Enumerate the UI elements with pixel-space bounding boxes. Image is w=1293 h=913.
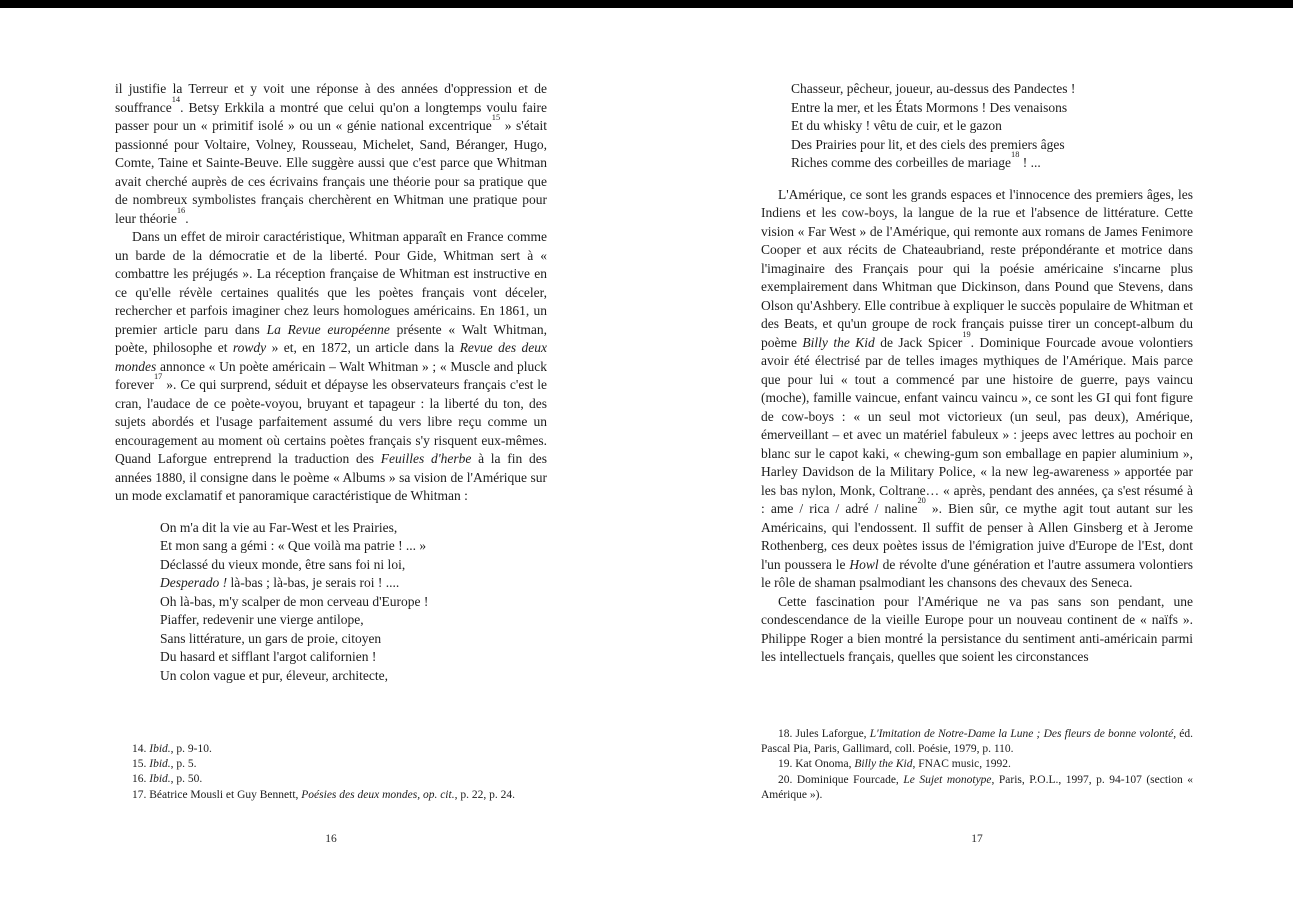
text-run: , p. 5. (170, 758, 197, 771)
text-run: ». Bien sûr, ce mythe agit tout autant sur les Américains, qui l'endossent. Il suffit de penser à Allen Ginsberg et à Jerome Rothenberg, ces deux poètes issus de l'émigration juive d'Europe de l'Est, dont l'un poussera le (761, 501, 1193, 572)
text-run: » s'était passionné pour Voltaire, Volney, Rousseau, Michelet, Sand, Béranger, Hugo, Comte, Taine et Sainte-Beuve. Elle suggère aussi que c'est parce que Whitman avait cherché auprès de ces écrivains français une théorie pour sa pratique que de nombreux symbolistes français cherchèrent en Whitman une pratique pour leur théorie (115, 118, 547, 226)
paragraph (115, 228, 547, 506)
poem-block (791, 80, 1193, 173)
text-run: 16. (132, 773, 150, 786)
footnote-reference: 20 (917, 496, 926, 506)
text-run: Sans littérature, un gars de proie, citoyen (160, 630, 382, 646)
text-run: annonce « Un poète américain – Walt Whitman » ; « Muscle and pluck forever (115, 358, 547, 392)
footnote (761, 773, 1193, 803)
text-run: Chasseur, pêcheur, joueur, au-dessus des Pandectes ! (791, 81, 1076, 96)
text-run: rowdy (232, 340, 267, 355)
text-run: . (185, 210, 189, 226)
text-run: 19. Kat Onoma, (778, 758, 855, 771)
text-run: Desperado ! (160, 575, 228, 590)
text-run: Le Sujet monotype (903, 773, 992, 786)
page-left-footnotes (115, 742, 547, 803)
text-run: ! ... (1019, 155, 1041, 170)
footnote-reference: 19 (962, 329, 971, 339)
text-run: Howl (849, 556, 879, 572)
text-run: Dans un effet de miroir caractéristique, Whitman apparaît en France comme un barde de la démocratie et de la liberté. Pour Gide, Whitman sert à « combattre les préjugés ». La réception française de Whitman est instructive en ce qu'elle révèle certaines qualités que les poètes français vont déceler, rechercher et parfois imaginer chez leurs homologues américains. En 1861, un premier article paru dans (115, 229, 547, 337)
poem-line (160, 630, 547, 649)
poem-line (160, 556, 547, 575)
page-right-body (761, 80, 1193, 667)
text-run: , FNAC music, 1992. (912, 758, 1011, 771)
text-run: présente « Walt Whitman, poète, philosophe et (115, 321, 548, 355)
poem-line (791, 136, 1193, 155)
text-run: Entre la mer, et les États Mormons ! Des venaisons (791, 99, 1068, 115)
text-run: , p. 9-10. (170, 743, 212, 755)
page-number-right: 17 (971, 833, 983, 845)
text-run: Revue des deux mondes (115, 340, 547, 374)
poem-line (160, 537, 547, 556)
text-run: L'Amérique, ce sont les grands espaces et l'innocence des premiers âges, les Indiens et les cow-boys, la langue de la rue et l'absence de littérature. Cette vision « Far West » de l'Amérique, qui remonte aux romans de James Fenimore Cooper et aux récits de Chateaubriand, reste prépondérante et motrice dans l'imaginaire des Français pour qui la poésie américaine s'incarne plus exemplairement dans Whitman que Dickinson, dans Pound que Stevens, dans Olson qu'Ashbery. Elle contribue à expliquer le succès populaire de Whitman et des Beats, et qu'un groupe de rock français puisse tirer un concept-album du poème (761, 186, 1193, 350)
text-run: là-bas ; là-bas, je serais roi ! .... (227, 575, 400, 590)
poem-line (160, 593, 547, 612)
poem-line (160, 574, 547, 593)
text-run: Piaffer, redevenir une vierge antilope, (160, 612, 364, 627)
footnote (115, 772, 547, 787)
text-run: de Jack Spicer (874, 334, 963, 350)
page-left-body (115, 80, 547, 698)
poem-line (160, 611, 547, 630)
page-right-footnotes (761, 727, 1193, 803)
text-run: , p. 50. (170, 773, 203, 786)
paragraph (761, 593, 1193, 667)
text-run: 14. (132, 743, 150, 755)
text-run: Ibid. (149, 758, 171, 771)
text-run: Billy the Kid (854, 758, 913, 771)
text-run: Oh là-bas, m'y scalper de mon cerveau d'Europe ! (160, 593, 429, 609)
footnote (761, 757, 1193, 772)
text-run: Riches comme des corbeilles de mariage (791, 155, 1012, 170)
text-run: Du hasard et sifflant l'argot californien ! (160, 649, 377, 664)
text-run: . Betsy Erkkila a montré que celui qu'on a longtemps voulu faire passer pour un « primitif isolé » ou un « génie national excentrique (115, 99, 547, 133)
text-run: 15. (132, 758, 150, 771)
text-run: Poésies des deux mondes, op. cit. (301, 788, 455, 801)
footnote (115, 742, 547, 757)
page-left (115, 0, 547, 913)
text-run: » et, en 1872, un article dans la (266, 340, 460, 355)
poem-line (160, 648, 547, 667)
text-run: L'Imitation de Notre-Dame la Lune ; Des fleurs de bonne volonté (869, 728, 1174, 740)
poem-line (160, 519, 547, 538)
text-run: , Paris, P.O.L., 1997, p. 94-107 (section « Amérique »). (761, 773, 1194, 801)
poem-line (791, 80, 1193, 99)
text-run: il justifie la Terreur et y voit une réponse à des années d'oppression et de souffrance (115, 81, 547, 115)
footnote-reference: 16 (176, 205, 186, 215)
text-run: . Dominique Fourcade avoue volontiers avoir été électrisé par de telles images mythiques de l'Amérique. Mais parce que pour lui « tout a commencé par une histoire de guerre, pays vaincu (moche), famille vaincue, enfant vaincu vaincu », ce sont les GI qui font figure de cow-boys : « un seul mot victorieux (un seul, pas deux), Amérique, émerveillant – et avec un matériel fabuleux » : jeeps avec lettres au pochoir en blanc sur le capot kaki, « chewing-gum son emballage en papier aluminium », Harley Davidson de la Military Police, « la new leg-awareness » apportée par les bas nylon, Monk, Coltrane… « après, pendant des années, ça s'est résumé à : ame / rica / adré / naline (761, 334, 1193, 516)
footnote (115, 757, 547, 772)
footnote (115, 788, 547, 803)
text-run: à la fin des années 1880, il consigne dans le poème « Albums » sa vision de l'Amérique sur un mode exclamatif et panoramique caractéristique de Whitman : (115, 451, 547, 503)
footnote-reference: 15 (491, 113, 501, 123)
poem-line (791, 150, 1193, 173)
text-run: Déclassé du vieux monde, être sans foi ni loi, (160, 556, 406, 572)
text-run: Ibid. (149, 773, 171, 786)
text-run: Et mon sang a gémi : « Que voilà ma patrie ! ... » (160, 538, 427, 553)
footnote-reference: 18 (1011, 150, 1020, 160)
footnote-reference: 17 (153, 372, 163, 382)
poem-line (160, 667, 547, 686)
text-run: Cette fascination pour l'Amérique ne va pas sans son pendant, une condescendance de la vieille Europe pour un nouveau continent de « naïfs ». Philippe Roger a bien montré la persistance du sentiment anti-américain parmi les intellectuels français, quelles que soient les circonstances (761, 593, 1193, 664)
text-run: On m'a dit la vie au Far-West et les Prairies, (160, 519, 398, 535)
paragraph (115, 80, 547, 228)
text-run: Et du whisky ! vêtu de cuir, et le gazon (791, 118, 1002, 133)
text-run: , éd. Pascal Pia, Paris, Gallimard, coll. Poésie, 1979, p. 110. (761, 728, 1193, 756)
text-run: 20. Dominique Fourcade, (778, 773, 904, 786)
text-run: Billy the Kid (802, 334, 875, 350)
paragraph (761, 186, 1193, 593)
text-run: Feuilles d'herbe (380, 451, 472, 466)
text-run: , p. 22, p. 24. (454, 788, 515, 801)
text-run: Des Prairies pour lit, et des ciels des premiers âges (791, 136, 1065, 152)
text-run: La Revue européenne (266, 321, 390, 337)
poem-block (160, 519, 547, 686)
poem-line (791, 99, 1193, 118)
page-number-left: 16 (325, 833, 337, 845)
text-run: 18. Jules Laforgue, (778, 728, 870, 740)
page-right (761, 0, 1193, 913)
text-run: Un colon vague et pur, éleveur, architecte, (160, 667, 388, 683)
footnote-reference: 14 (171, 94, 181, 104)
text-run: Ibid. (149, 743, 171, 755)
text-run: 17. Béatrice Mousli et Guy Bennett, (132, 788, 302, 801)
text-run: ». Ce qui surprend, séduit et dépayse les observateurs français c'est le cran, l'audace de ce poète-voyou, bruyant et tapageur : la liberté du ton, des sujets abordés et l'usage parfaitement assumé du vers libre reçu comme un encouragement au moment où certains poètes français s'y risquent eux-mêmes. Quand Laforgue entreprend la traduction des (115, 377, 547, 466)
footnote (761, 727, 1193, 757)
text-run: de révolte d'une génération et l'autre assumera volontiers le rôle de shaman psalmodiant les chansons des chevaux des Seneca. (761, 556, 1194, 590)
poem-line (791, 117, 1193, 136)
